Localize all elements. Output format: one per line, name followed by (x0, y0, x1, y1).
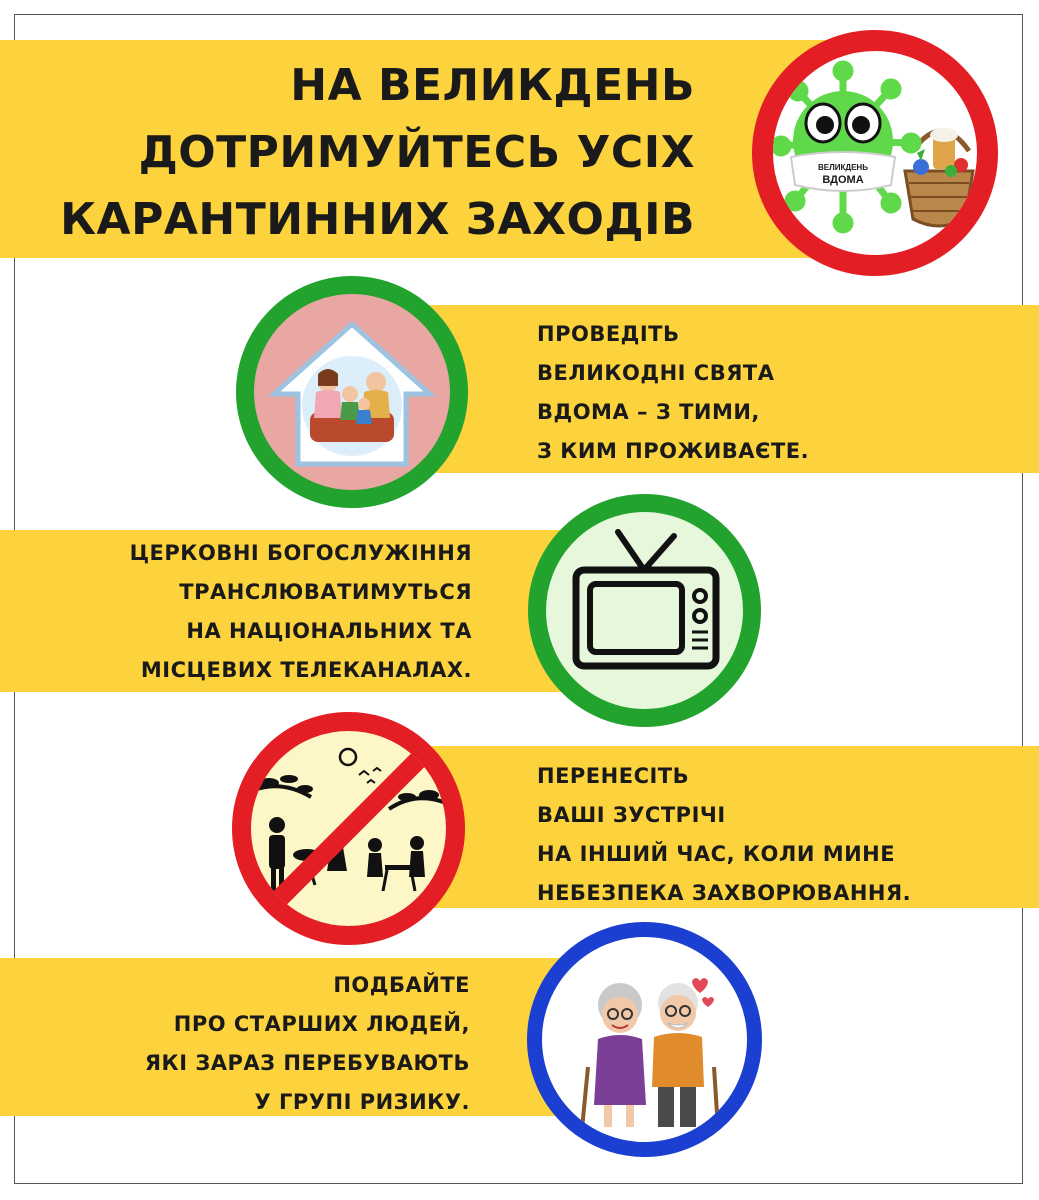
coronavirus-mascot-icon (773, 51, 977, 255)
badge-label-line-2: ВДОМА (822, 174, 864, 186)
section-1-line-4: З КИМ ПРОЖИВАЄТЕ. (537, 439, 810, 463)
title-line-1: НА ВЕЛИКДЕНЬ (290, 60, 695, 111)
section-2-line-3: НА НАЦІОНАЛЬНИХ ТА (186, 619, 472, 643)
easter-at-home-badge (752, 30, 998, 276)
section-4-line-1: ПОДБАЙТЕ (333, 973, 470, 997)
section-3-line-3: НА ІНШИЙ ЧАС, КОЛИ МИНЕ (537, 842, 896, 866)
section-2-line-4: МІСЦЕВИХ ТЕЛЕКАНАЛАХ. (140, 658, 472, 682)
title-line-3: КАРАНТИННИХ ЗАХОДІВ (60, 194, 695, 245)
section-2-line-2: ТРАНСЛЮВАТИМУТЬСЯ (179, 580, 472, 604)
section-3-line-4: НЕБЕЗПЕКА ЗАХВОРЮВАННЯ. (537, 881, 912, 905)
section-2-line-1: ЦЕРКОВНІ БОГОСЛУЖІННЯ (129, 541, 472, 565)
section-3-text (537, 757, 911, 913)
tv-icon (546, 512, 743, 709)
section-2-text (40, 534, 472, 690)
no-gatherings-badge (232, 712, 465, 945)
section-1-line-3: ВДОМА – З ТИМИ, (537, 400, 760, 424)
tv-badge (528, 494, 761, 727)
section-4-line-3: ЯКІ ЗАРАЗ ПЕРЕБУВАЮТЬ (144, 1051, 470, 1075)
section-4-text (40, 966, 470, 1122)
no-gatherings-icon (251, 731, 446, 926)
family-at-home-badge (236, 276, 468, 508)
section-1-text (537, 315, 809, 471)
badge-label-line-1: ВЕЛИКДЕНЬ (818, 163, 868, 172)
section-1-line-1: ПРОВЕДІТЬ (537, 322, 680, 346)
title-line-2: ДОТРИМУЙТЕСЬ УСІХ (138, 127, 695, 178)
section-3-line-1: ПЕРЕНЕСІТЬ (537, 764, 690, 788)
page-title (40, 52, 695, 253)
section-3-line-2: ВАШІ ЗУСТРІЧІ (537, 803, 726, 827)
section-4-line-4: У ГРУПІ РИЗИКУ. (254, 1090, 470, 1114)
elderly-couple-badge (527, 922, 762, 1157)
section-1-line-2: ВЕЛИКОДНІ СВЯТА (537, 361, 775, 385)
elderly-couple-icon (542, 937, 747, 1142)
family-at-home-icon (254, 294, 450, 490)
section-4-line-2: ПРО СТАРШИХ ЛЮДЕЙ, (173, 1012, 470, 1036)
